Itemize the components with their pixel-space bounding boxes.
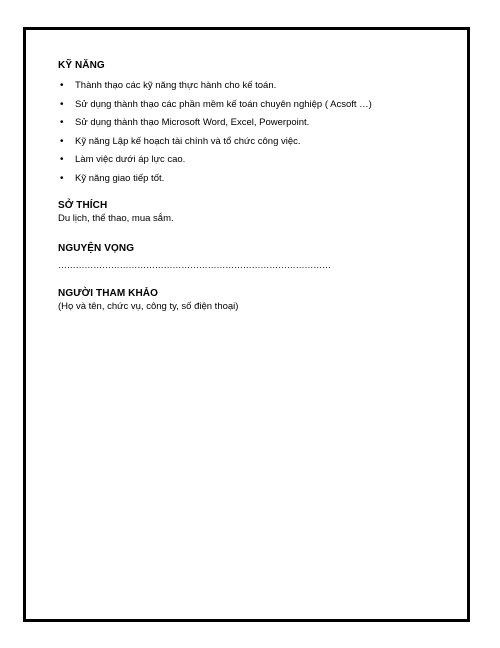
skill-item <box>58 99 458 111</box>
aspiration-title: NGUYỆN VỌNG <box>58 242 135 254</box>
skill-text: Làm việc dưới áp lực cao. <box>75 154 186 166</box>
skill-text: Kỹ năng Lập kế hoạch tài chính và tổ chức công việc. <box>75 135 301 147</box>
resume-content <box>58 59 458 313</box>
skill-text: Thành thạo các kỹ năng thực hành cho kế toán. <box>75 80 277 91</box>
reference-title: NGƯỜI THAM KHẢO <box>58 287 158 299</box>
skill-item <box>58 173 458 185</box>
aspiration-placeholder-line: ………………………………………………………………………………… <box>58 259 331 270</box>
skill-text: Sử dụng thành thạo Microsoft Word, Excel, Powerpoint. <box>75 117 310 129</box>
aspiration-section <box>58 242 458 271</box>
reference-text: (Họ và tên, chức vụ, công ty, số điện thoại) <box>58 300 239 312</box>
bullet-icon: • <box>60 172 64 184</box>
skill-item <box>58 136 458 148</box>
bullet-icon: • <box>60 154 64 166</box>
reference-section <box>58 287 458 313</box>
skill-item <box>58 117 458 129</box>
skill-text: Kỹ năng giao tiếp tốt. <box>75 172 165 184</box>
skills-list <box>58 80 458 185</box>
skill-text: Sử dụng thành thạo các phần mềm kế toán chuyên nghiệp ( Acsoft …) <box>75 98 372 110</box>
skill-item <box>58 80 458 92</box>
bullet-icon: • <box>60 135 64 147</box>
hobbies-text: Du lịch, thể thao, mua sắm. <box>58 212 174 224</box>
skills-title: KỸ NĂNG <box>58 60 105 71</box>
bullet-icon: • <box>60 98 64 110</box>
bullet-icon: • <box>60 117 64 129</box>
hobbies-title: SỞ THÍCH <box>58 199 108 211</box>
skill-item <box>58 154 458 166</box>
hobbies-section <box>58 199 458 225</box>
bullet-icon: • <box>60 80 64 91</box>
skills-section <box>58 59 458 185</box>
